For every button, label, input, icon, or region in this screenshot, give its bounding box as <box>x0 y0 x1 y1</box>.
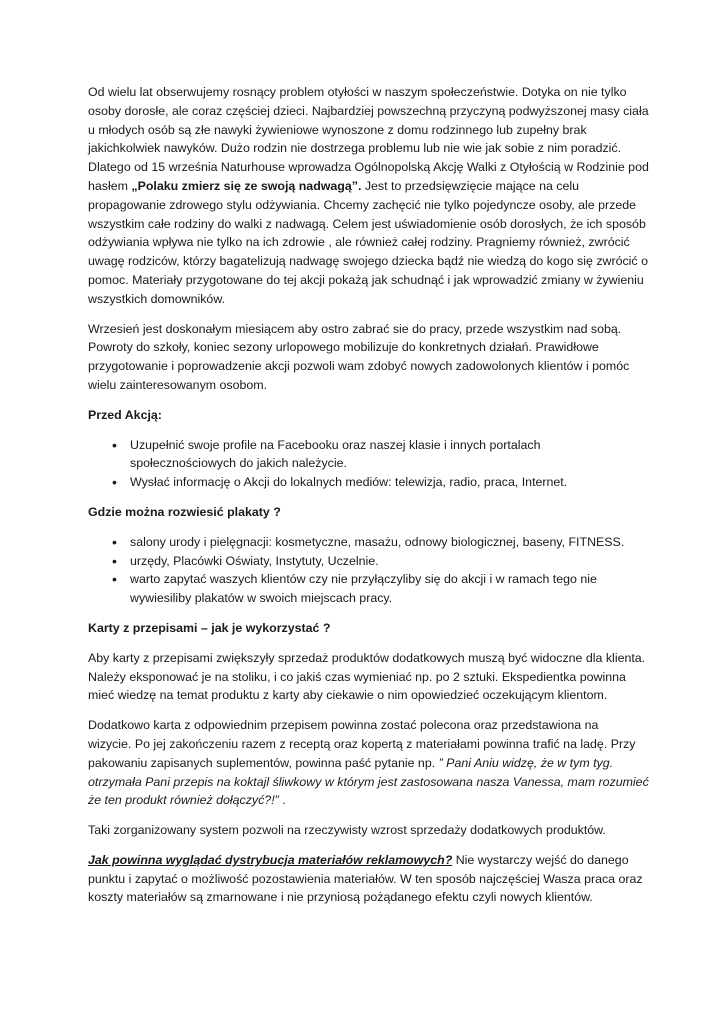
text-line: osoby dorosłe, ale coraz częściej dzieci. Najbardziej powszechną przyczyną podwyższonej masy ciała <box>88 103 649 118</box>
text-line: Dodatkowo karta z odpowiednim przepisem powinna zostać polecona oraz przedstawiona na <box>88 718 599 733</box>
text-line: wszystkim całe rodziny do walki z nadwagą. Celem jest uświadomienie osób dorosłych, że ich sposób <box>88 216 646 231</box>
text-line: Dlatego od 15 września Naturhouse wprowadza Ogólnopolską Akcję Walki z Otyłością w Rodzinie pod <box>88 160 649 175</box>
text-line: odżywiania wpływa nie tylko na ich zdrowie , ale również całej rodziny. Pragniemy również, zwrócić <box>88 235 630 250</box>
list-item <box>112 473 665 492</box>
section-heading-posters: Gdzie można rozwiesić plakaty ? <box>88 504 281 519</box>
text-span: . <box>278 793 286 808</box>
text-line: • salony urody i pielęgnacji: kosmetyczne, masażu, odnowy biologicznej, baseny, FITNESS. <box>130 534 625 549</box>
section-heading-recipe-cards: Karty z przepisami – jak je wykorzystać ? <box>88 620 331 635</box>
text-line: wizycie. Po jej zakończeniu razem z receptą oraz kopertą z materiałami powinna trafić na ladę. Przy <box>88 736 636 751</box>
list-item <box>112 436 665 474</box>
text-line: Powroty do szkoły, koniec sezony urlopowego mobilizuje do konkretnych działań. Prawidłowe <box>88 340 599 355</box>
section-heading-before-action: Przed Akcją: <box>88 407 162 422</box>
text-line: koszty materiałów są zmarnowane i nie przyniosą pożądanego efektu czyli nowych klientów. <box>88 890 593 905</box>
text-line: wielu zainteresowanym osobom. <box>88 377 268 392</box>
quoted-question: ” Pani Aniu widzę, że w tym tyg. <box>438 755 614 770</box>
text-line: • Wysłać informację o Akcji do lokalnych mediów: telewizja, radio, praca, Internet. <box>130 475 568 490</box>
text-line: Wrzesień jest doskonałym miesiącem aby ostro zabrać sie do pracy, przede wszystkim nad sobą. <box>88 321 622 336</box>
text-line <box>88 851 665 870</box>
september-paragraph <box>88 320 665 395</box>
quoted-question: że ten produkt również dołączyć?!” <box>88 793 279 808</box>
text-span: Nie wystarczy wejść do danego <box>452 852 629 867</box>
quoted-question-line: otrzymała Pani przepis na koktajl śliwkowy w którym jest zastosowana nasza Vanessa, mam rozumieć <box>88 774 649 789</box>
text-line: jakichkolwiek nawyków. Dużo rodzin nie dostrzega problemu lub nie wie jak sobie z nim poradzić. <box>88 141 622 156</box>
text-line: propagowanie zdrowego stylu odżywiania. Chcemy zachęcić nie tylko pojedyncze osoby, ale przede <box>88 197 637 212</box>
posters-list <box>88 533 665 608</box>
text-line: wszystkich domowników. <box>88 291 226 306</box>
list-item <box>112 570 665 608</box>
before-action-list <box>88 436 665 492</box>
text-line: u młodych osób są złe nawyki żywieniowe wynoszone z domu rodzinnego lub zupełny brak <box>88 122 587 137</box>
distribution-paragraph <box>88 851 665 907</box>
distribution-question: Jak powinna wyglądać dystrybucja materiałów reklamowych? <box>88 852 453 867</box>
text-line: • urzędy, Placówki Oświaty, Instytuty, Uczelnie. <box>130 553 379 568</box>
recipe-cards-paragraph <box>88 649 665 705</box>
list-item <box>112 533 665 552</box>
text-line: społecznościowych do jakich należycie. <box>130 456 347 471</box>
text-span: hasłem <box>88 178 132 193</box>
text-line: wywiesiliby plakatów w swoich miejscach pracy. <box>130 591 393 606</box>
campaign-slogan: „Polaku zmierz się ze swoją nadwagą”. <box>131 178 362 193</box>
text-span: Jest to przedsięwzięcie mające na celu <box>361 178 580 193</box>
text-line: • Uzupełnić swoje profile na Facebooku oraz naszej klasie i innych portalach <box>130 437 541 452</box>
text-line: Aby karty z przepisami zwiększyły sprzedaż produktów dodatkowych muszą być widoczne dla klienta. <box>88 650 646 665</box>
text-line <box>88 177 665 196</box>
text-line: przygotowanie i poprowadzenie akcji pozwoli wam zdobyć nowych zadowolonych klientów i pomóc <box>88 359 630 374</box>
text-line: Taki zorganizowany system pozwoli na rzeczywisty wzrost sprzedaży dodatkowych produktów. <box>88 823 606 838</box>
text-line <box>88 791 665 810</box>
text-line: • warto zapytać waszych klientów czy nie przyłączyliby się do akcji i w ramach tego nie <box>130 572 597 587</box>
text-line: Od wielu lat obserwujemy rosnący problem otyłości w naszym społeczeństwie. Dotyka on nie tylko <box>88 85 627 99</box>
text-line <box>88 754 665 773</box>
text-span: pakowaniu zapisanych suplementów, powinna paść pytanie np. <box>88 755 439 770</box>
system-paragraph <box>88 821 665 840</box>
recipe-card-visit-paragraph <box>88 716 665 810</box>
text-line: punktu i zapytać o możliwość pozostawienia materiałów. W ten sposób najczęściej Wasza praca oraz <box>88 871 643 886</box>
text-line: pomoc. Materiały przygotowane do tej akcji pokażą jak schudnąć i jak wprowadzić zmiany w żywieniu <box>88 272 644 287</box>
text-line: Należy eksponować je na stoliku, i co jakiś czas wymieniać np. po 2 sztuki. Ekspedientka powinna <box>88 669 626 684</box>
intro-paragraph <box>88 83 665 309</box>
text-line: uwagę rodziców, którzy bagatelizują nadwagę swojego dziecka bądź nie wiedzą do kogo się zwrócić o <box>88 254 648 269</box>
list-item <box>112 552 665 571</box>
text-line: mieć wiedzę na temat produktu z karty aby ciekawie o nim opowiedzieć oczekującym klientom. <box>88 688 608 703</box>
